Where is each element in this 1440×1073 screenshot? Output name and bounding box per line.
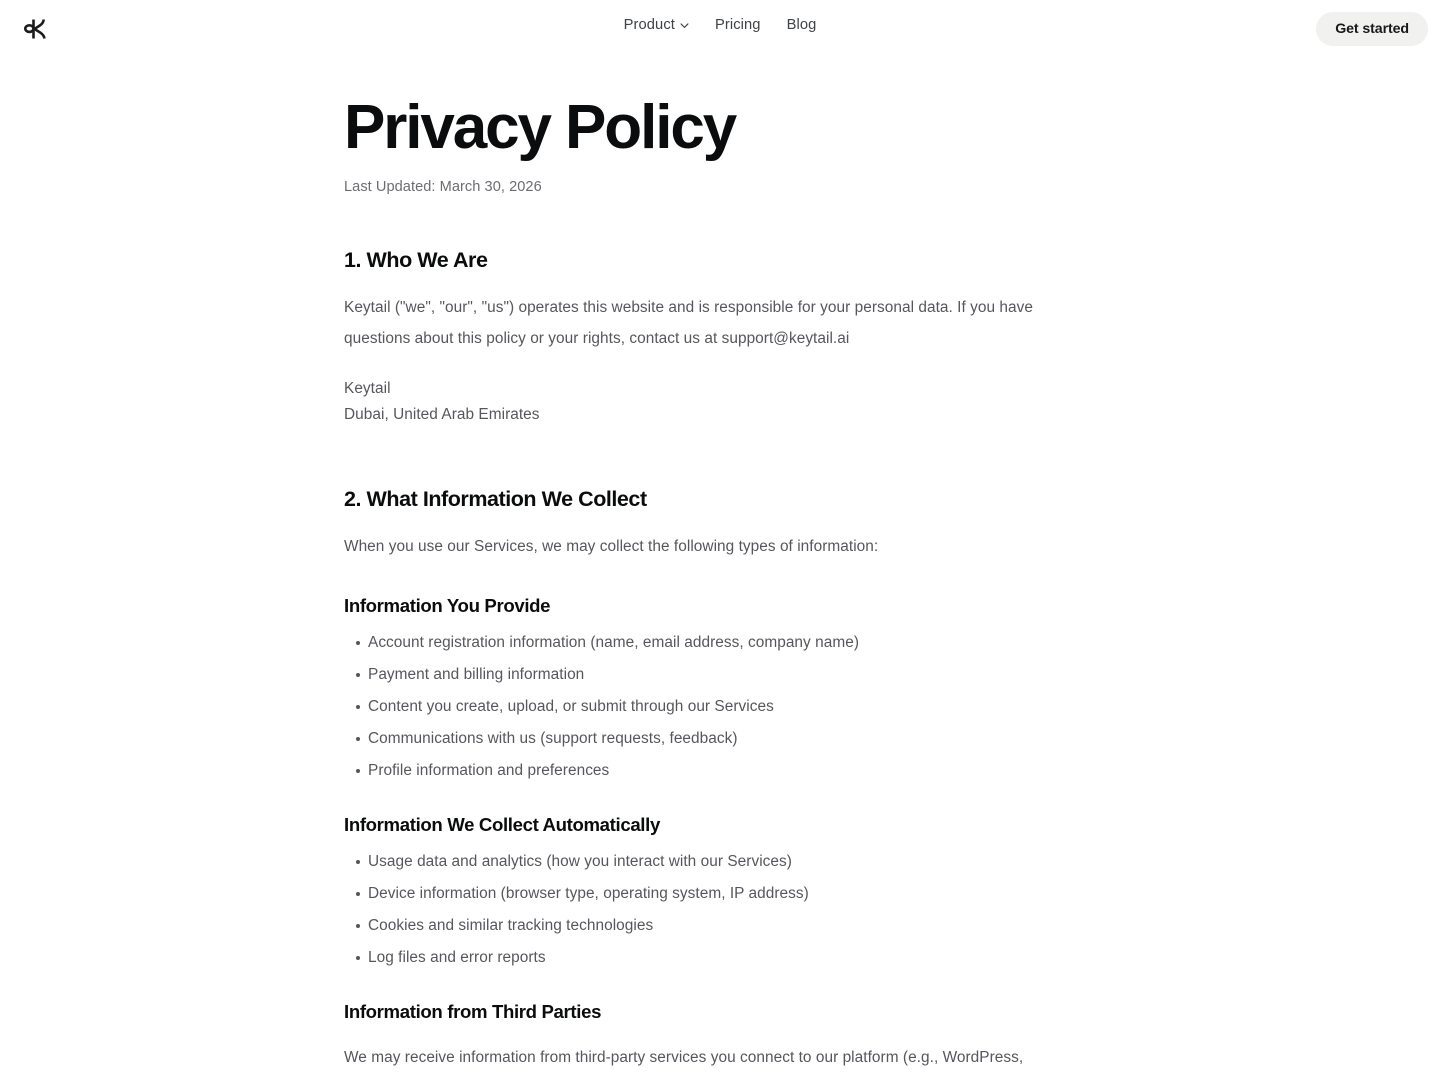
company-location: Dubai, United Arab Emirates [344, 405, 540, 423]
section-heading-who-we-are: 1. Who We Are [344, 247, 488, 272]
section-what-information-we-collect [344, 487, 1044, 1073]
information-collect-intro: When you use our Services, we may collect the following types of information: [344, 537, 879, 555]
nav-item-blog-label: Blog [786, 17, 817, 33]
main-navigation [0, 17, 1440, 33]
last-updated-text: Last Updated: March 30, 2026 [344, 178, 542, 195]
list-item: Account registration information (name, email address, company name) [344, 633, 1044, 653]
nav-item-pricing-label: Pricing [714, 17, 761, 33]
list-item: Log files and error reports [344, 948, 1044, 968]
subsection-heading-information-you-provide: Information You Provide [344, 594, 551, 616]
section-heading-what-information-we-collect: 2. What Information We Collect [344, 486, 647, 511]
company-name: Keytail [344, 379, 391, 397]
list-item: Cookies and similar tracking technologies [344, 916, 1044, 936]
list-item: Profile information and preferences [344, 761, 1044, 781]
list-item: Device information (browser type, operating system, IP address) [344, 884, 1044, 904]
who-we-are-paragraph: Keytail ("we", "our", "us") operates this website and is responsible for your personal data. If you have questions about this policy or your rights, contact us at support@keytail.ai [344, 298, 1034, 347]
privacy-policy-document [0, 95, 1440, 1073]
section-who-we-are [344, 248, 1044, 428]
subsection-heading-information-from-third-parties: Information from Third Parties [344, 1000, 602, 1022]
subsection-heading-information-we-collect-automatically: Information We Collect Automatically [344, 813, 660, 835]
page-title: Privacy Policy [344, 93, 736, 162]
list-item: Payment and billing information [344, 665, 1044, 685]
nav-item-pricing[interactable] [715, 17, 761, 33]
third-parties-paragraph: We may receive information from third-party services you connect to our platform (e.g., WordPress, [344, 1048, 1024, 1066]
information-you-provide-list [344, 633, 1044, 781]
list-item: Content you create, upload, or submit through our Services [344, 697, 1044, 717]
site-header [0, 0, 1440, 58]
get-started-button[interactable]: Get started [1316, 12, 1428, 46]
list-item: Communications with us (support requests, feedback) [344, 729, 1044, 749]
nav-item-blog[interactable] [787, 17, 817, 33]
chevron-down-icon [680, 21, 689, 30]
list-item: Usage data and analytics (how you interact with our Services) [344, 852, 1044, 872]
information-collected-automatically-list [344, 852, 1044, 968]
nav-item-product-label: Product [623, 17, 675, 33]
nav-item-product[interactable] [624, 17, 689, 33]
